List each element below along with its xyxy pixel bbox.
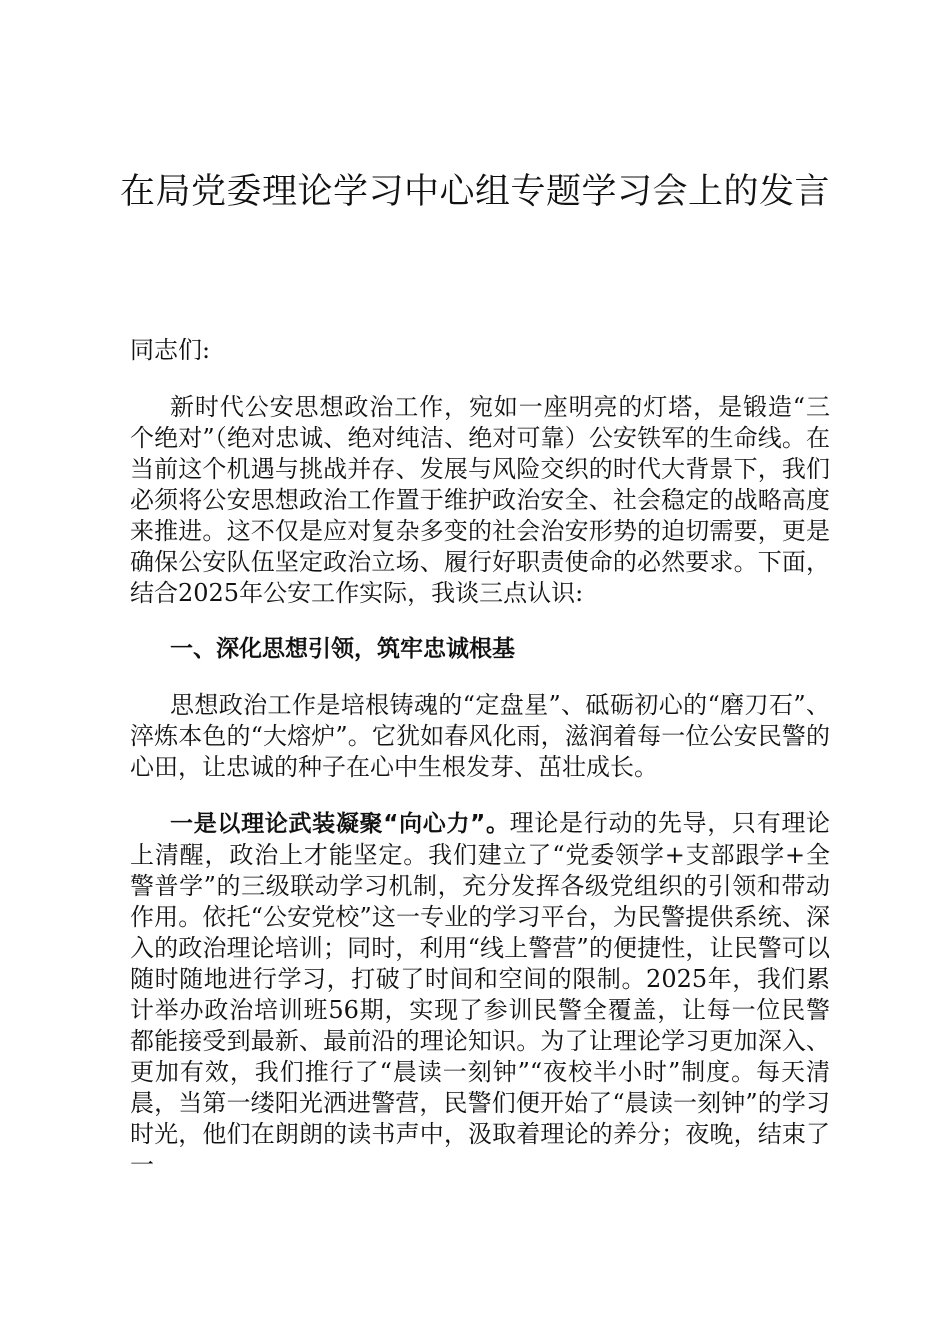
section-heading-1: 一、深化思想引领，筑牢忠诚根基 <box>170 636 515 662</box>
document-title: 在局党委理论学习中心组专题学习会上的发言 <box>119 172 830 212</box>
salutation: 同志们: <box>130 336 211 364</box>
point-1-paragraph <box>130 808 830 1181</box>
document-body <box>130 335 830 1206</box>
intro-paragraph: 新时代公安思想政治工作，宛如一座明亮的灯塔，是锻造“三个绝对”（绝对忠诚、绝对纯洁、绝对可靠）公安铁军的生命线。在当前这个机遇与挑战并存、发展与风险交织的时代大背景下，我们必须将公安思想政治工作置于维护政治安全、社会稳定的战略高度来推进。这不仅是应对复杂多变的社会治安形势的迫切需要，更是确保公安队伍坚定政治立场、履行好职责使命的必然要求。下面，结合2025年公安工作实际，我谈三点认识: <box>130 393 830 607</box>
point-1-lead: 一是以理论武装凝聚“向心力”。 <box>170 811 510 837</box>
point-1-text: 理论是行动的先导，只有理论上清醒，政治上才能坚定。我们建立了“党委领学+支部跟学+全警普学”的三级联动学习机制，充分发挥各级党组织的引领和带动作用。依托“公安党校”这一专业的学习平台，为民警提供系统、深入的政治理论培训；同时，利用“线上警营”的便捷性，让民警可以随时随地进行学习，打破了时间和空间的限制。2025年，我们累计举办政治培训班56期，实现了参训民警全覆盖，让每一位民警都能接受到最新、最前沿的理论知识。为了让理论学习更加深入、更加有效，我们推行了“晨读一刻钟”“夜校半小时”制度。每天清晨，当第一缕阳光洒进警营，民警们便开始了“晨读一刻钟”的学习时光，他们在朗朗的读书声中，汲取着理论的养分；夜晚，结束了一 <box>130 809 831 1179</box>
section-1-paragraph: 思想政治工作是培根铸魂的“定盘星”、砥砺初心的“磨刀石”、淬炼本色的“大熔炉”。它犹如春风化雨，滋润着每一位公安民警的心田，让忠诚的种子在心中生根发芽、茁壮成长。 <box>130 691 830 781</box>
